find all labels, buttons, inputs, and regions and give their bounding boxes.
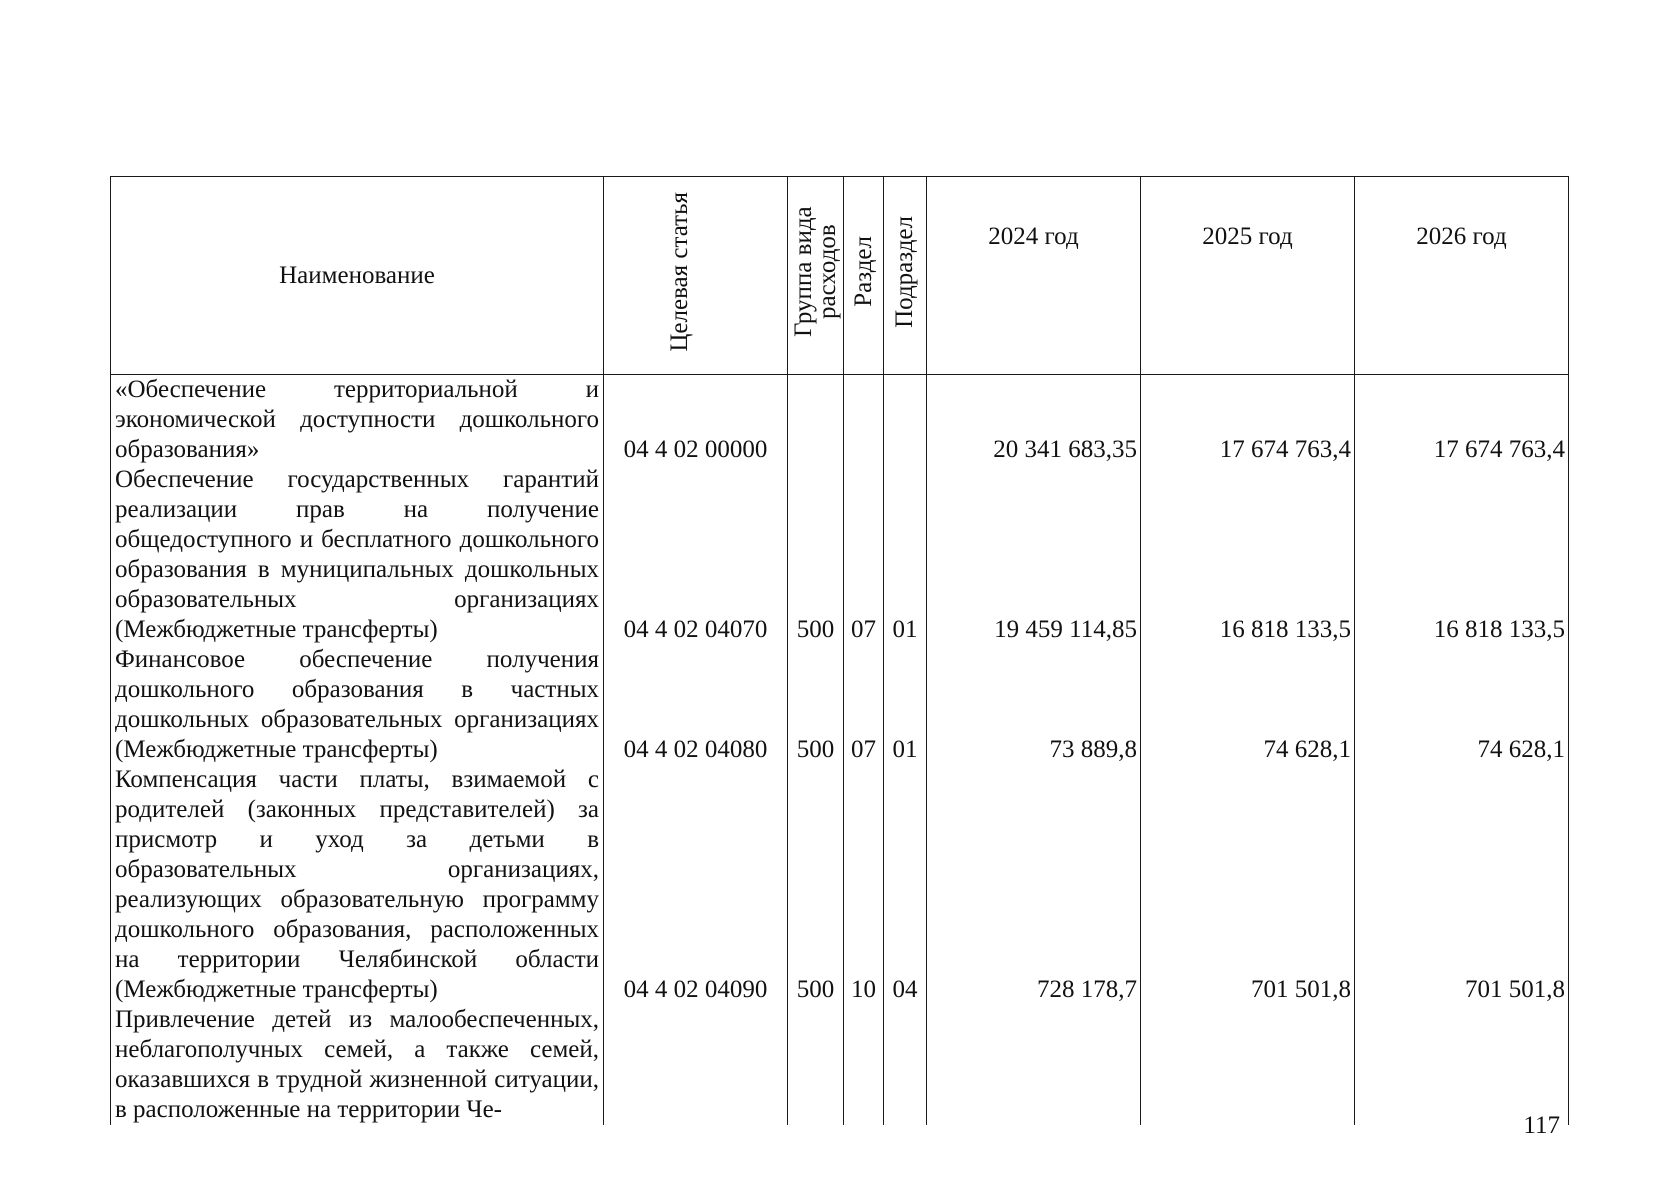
table-row [111, 1005, 1569, 1125]
row-section: 10 [844, 765, 884, 1005]
row-subsection [884, 375, 927, 466]
row-subsection: 04 [884, 765, 927, 1005]
row-amount-2026 [1355, 1005, 1569, 1125]
header-name: Наименование [111, 177, 604, 375]
row-amount-2024 [927, 1005, 1141, 1125]
row-amount-2025: 74 628,1 [1141, 645, 1355, 765]
row-amount-2024: 728 178,7 [927, 765, 1141, 1005]
table-row [111, 375, 1569, 466]
header-2024: 2024 год [927, 177, 1141, 375]
row-amount-2024: 20 341 683,35 [927, 375, 1141, 466]
table-header-row [111, 177, 1569, 375]
row-subsection [884, 1005, 927, 1125]
row-section [844, 1005, 884, 1125]
row-amount-2024: 73 889,8 [927, 645, 1141, 765]
row-amount-2024: 19 459 114,85 [927, 465, 1141, 645]
row-name: Компенсация части платы, взимаемой с родителей (законных представителей) за присмотр и уход за детьми в образовательных организациях, реализующих образовательную программу дошкольного образования, расположенных на территории Челябинской области (Межбюджетные трансферты) [111, 765, 604, 1005]
row-expense-group: 500 [788, 645, 844, 765]
row-expense-group [788, 1005, 844, 1125]
row-name: Обеспечение государственных гарантий реализации прав на получение общедоступного и бесплатного дошкольного образования в муниципальных дошкольных образовательных организациях (Межбюджетные трансферты) [111, 465, 604, 645]
row-amount-2025: 701 501,8 [1141, 765, 1355, 1005]
row-amount-2026: 17 674 763,4 [1355, 375, 1569, 466]
budget-table [110, 176, 1569, 1125]
row-name: Финансовое обеспечение получения дошкольного образования в частных дошкольных образовательных организациях (Межбюджетные трансферты) [111, 645, 604, 765]
row-amount-2026: 16 818 133,5 [1355, 465, 1569, 645]
header-subsection: Подраздел [884, 177, 927, 375]
row-subsection: 01 [884, 645, 927, 765]
row-amount-2025 [1141, 1005, 1355, 1125]
row-name: Привлечение детей из малообеспеченных, неблагополучных семей, а также семей, оказавшихся в трудной жизненной ситуации, в расположенные на территории Че- [111, 1005, 604, 1125]
row-amount-2026: 701 501,8 [1355, 765, 1569, 1005]
header-section: Раздел [844, 177, 884, 375]
row-target-article: 04 4 02 04080 [604, 645, 788, 765]
row-target-article: 04 4 02 04070 [604, 465, 788, 645]
table-row [111, 465, 1569, 645]
row-section [844, 375, 884, 466]
row-target-article: 04 4 02 04090 [604, 765, 788, 1005]
row-target-article [604, 1005, 788, 1125]
row-expense-group: 500 [788, 465, 844, 645]
row-section: 07 [844, 645, 884, 765]
row-amount-2025: 16 818 133,5 [1141, 465, 1355, 645]
table-row [111, 765, 1569, 1005]
row-target-article: 04 4 02 00000 [604, 375, 788, 466]
row-expense-group: 500 [788, 765, 844, 1005]
page-number: 117 [1523, 1112, 1560, 1139]
header-expense-group: Группа вида расходов [788, 177, 844, 375]
row-amount-2026: 74 628,1 [1355, 645, 1569, 765]
row-section: 07 [844, 465, 884, 645]
row-subsection: 01 [884, 465, 927, 645]
header-2025: 2025 год [1141, 177, 1355, 375]
header-2026: 2026 год [1355, 177, 1569, 375]
table-row [111, 645, 1569, 765]
row-name: «Обеспечение территориальной и экономической доступности дошкольного образования» [111, 375, 604, 466]
row-expense-group [788, 375, 844, 466]
row-amount-2025: 17 674 763,4 [1141, 375, 1355, 466]
header-target-article: Целевая статья [604, 177, 788, 375]
